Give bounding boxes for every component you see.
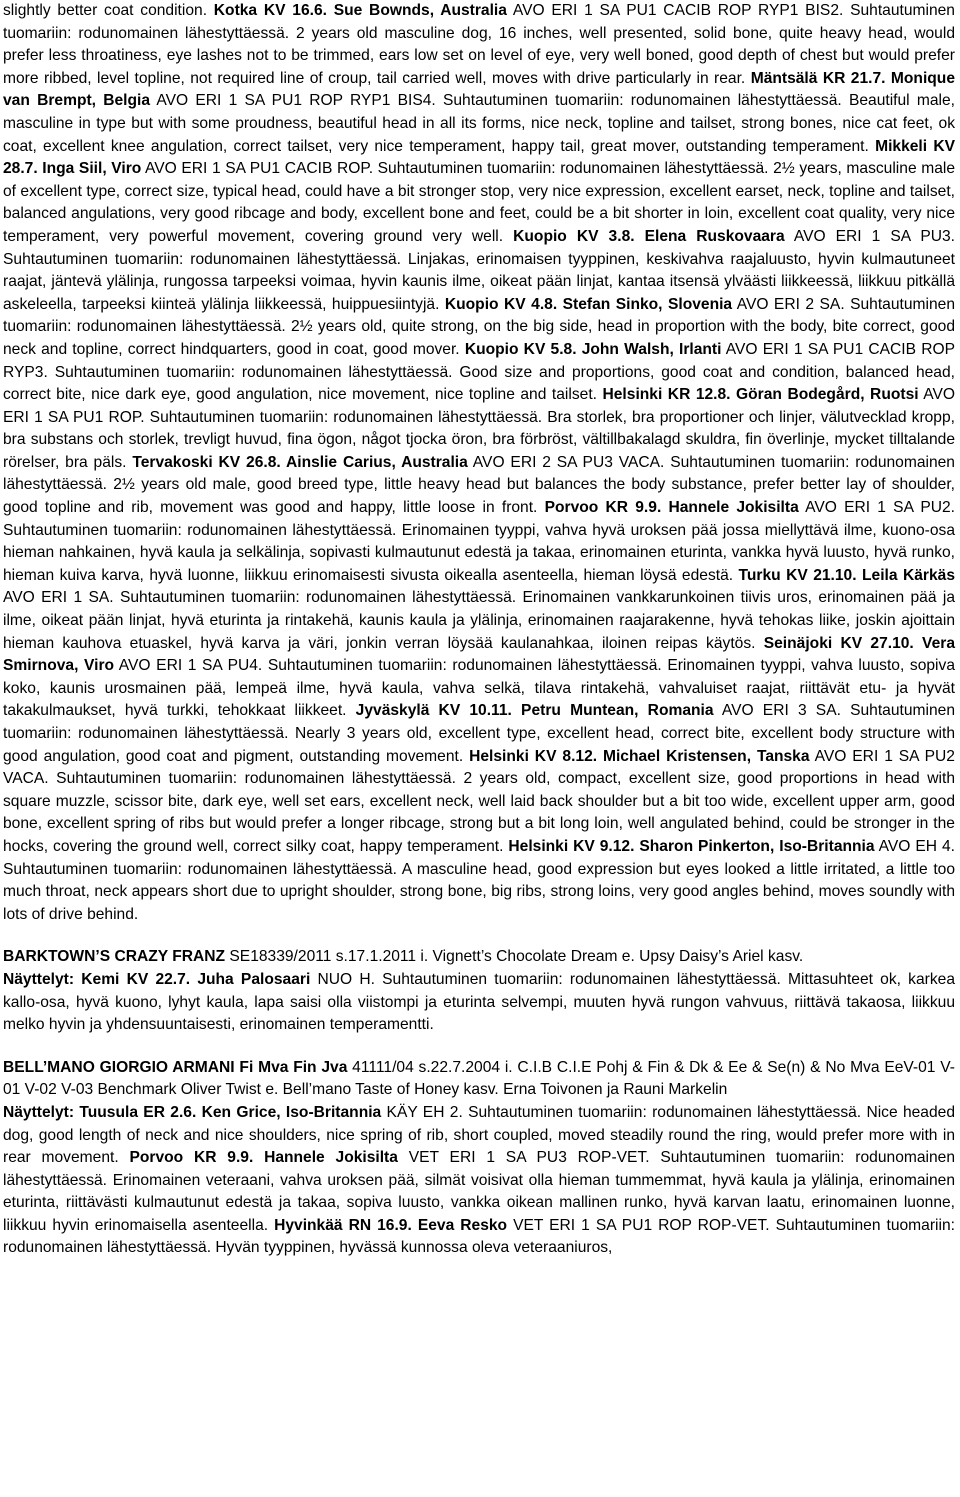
- bold-run: Seinäjoki KV 27.10. Vera Smirnova, Viro: [3, 634, 955, 675]
- text-run: VET ERI 1 SA PU3 ROP-VET. Suhtautuminen tuomariin: rodunomainen lähestyttäessä. Erinomainen veteraani, vahva uroksen pää, silmät voisivat olla hieman tummemmat, hyvä kaula ja ylälinja, erinomainen eturinta, riittävästi kulmautunut edestä ja takaa, sopiva luusto, vankka oikean mallinen runko, hyvä karvan laatu, erinomainen luonne, liikkuu hyvin erinomaisella asenteella.: [3, 1149, 956, 1234]
- text-run: AVO ERI 1 SA PU1 CACIB ROP RYP3. Suhtautuminen tuomariin: rodunomainen lähestyttäessä. Good size and proportions, good coat and condition, balanced head, correct bite, nice dark eye, good angulation, nice movement, nice topline and tailset.: [3, 340, 955, 404]
- text-run: AVO ERI 1 SA PU1 ROP RYP1 BIS4. Suhtautuminen tuomariin: rodunomainen lähestyttäessä. Beautiful male, masculine in type but with some proudness, beautiful head in all its forms, nice neck, topline and tailset, strong bones, nice cat feet, ok coat, excellent knee angulation, correct tailset, very nice temperament, happy tail, great mover, outstanding temperament.: [3, 92, 955, 155]
- text-run: AVO ERI 1 SA PU1 CACIB ROP. Suhtautuminen tuomariin: rodunomainen lähestyttäessä. 2½ years, masculine male of excellent type, correct size, typical head, could have a bit stronger stop, very nice expression, excellent earset, neck, topline and tailset, balanced angulations, very good ribcage and body, excellent bone and feet, could be a bit shorter in loin, excellent coat quality, very nice temperament, very powerful movement, covering ground very well.: [3, 160, 956, 245]
- text-run: KÄY EH 2. Suhtautuminen tuomariin: rodunomainen lähestyttäessä. Nice headed dog, good length of neck and nice shoulders, nice spring of rib, short coupled, moved steadily round the ring, would prefer more with in rear movement.: [3, 1103, 955, 1167]
- text-run: AVO ERI 1 SA PU1 CACIB ROP RYP1 BIS2. Suhtautuminen tuomariin: rodunomainen lähestyttäessä. 2 years old masculine dog, 16 inches, well presented, solid bone, quite heavy head, would prefer less throatiness, eye lashes not to be trimmed, ears low set on level of eye, very well boned, good depth of chest but would prefer more ribbed, level topline, not required line of croup, tail carried well, moves with drive particularly in rear.: [3, 2, 955, 87]
- bold-run: BARKTOWN’S CRAZY FRANZ: [3, 948, 226, 966]
- paragraph: [3, 969, 955, 1037]
- text-run: AVO ERI 2 SA PU3 VACA. Suhtautuminen tuomariin: rodunomainen lähestyttäessä. 2½ years old male, good breed type, little heavy head but balances the body substance, prefer better lay of shoulder, good topline and rib, movement was good and happy, little loose in front.: [3, 453, 955, 517]
- bold-run: Jyväskylä KV 10.11. Petru Muntean, Romania: [355, 702, 714, 720]
- bold-run: Tervakoski KV 26.8. Ainslie Carius, Australia: [132, 453, 468, 471]
- text-run: NUO H. Suhtautuminen tuomariin: rodunomainen lähestyttäessä. Mittasuhteet ok, karkea kallo-osa, hyvä kuono, lyhyt kaula, lapa saisi olla viistompi ja eturinta selvempi, muuten hyvä rungon vahvuus, riittävä takaosa, liikkuu melko hyvin ja yhdensuuntaisesti, erinomainen temperamentti.: [3, 970, 955, 1034]
- text-run: 41111/04 s.22.7.2004 i. C.I.B C.I.E Pohj & Fin & Dk & Ee & Se(n) & No Mva EeV-01 V-01 V-02 V-03 Benchmark Oliver Twist e. Bell’mano Taste of Honey kasv. Erna Toivonen ja Rauni Markelin: [3, 1058, 955, 1099]
- bold-run: Mäntsälä KR 21.7. Monique van Brempt, Belgia: [3, 69, 956, 110]
- text-run: AVO ERI 1 SA. Suhtautuminen tuomariin: rodunomainen lähestyttäessä. Erinomainen vankkarunkoinen tiivis uros, erinomainen pää ja ilme, oikeat pään linjat, hyvä eturinta ja rintakehä, kaunis kaula ja ylälinja, erinomainen raajarakenne, hyvä tehokas liike, joskin ajoittain hieman kauhova etuaskel, hyvä karva ja väri, jonkin verran löysää kaulanahkaa, iloinen reipas käytös.: [3, 589, 955, 652]
- bold-run: Mikkeli KV 28.7. Inga Siil, Viro: [3, 137, 955, 178]
- text-run: AVO ERI 1 SA PU3. Suhtautuminen tuomariin: rodunomainen lähestyttäessä. Linjakas, erinomaisen tyyppinen, keskivahva raajaluusto, hyvin kulmautuneet raajat, jäntevä ylälinja, rungossa tarpeeksi voimaa, hyvin kaunis ilme, oikeat pään linjat, kantaa itsensä ylväästi liikkeessä, liikkuu pitkällä askeleella, tarpeeksi kiinteä ylälinja liikkeessä, huippuesiintyjä.: [3, 227, 955, 313]
- bold-run: Kotka KV 16.6. Sue Bownds, Australia: [213, 2, 507, 19]
- paragraph: [3, 1057, 955, 1102]
- paragraph: [3, 1102, 955, 1260]
- bold-run: Kuopio KV 3.8. Elena Ruskovaara: [513, 227, 785, 245]
- text-run: AVO ERI 1 SA PU4. Suhtautuminen tuomariin: rodunomainen lähestyttäessä. Erinomainen tyyppi, vahva luusto, sopiva koko, kaunis urosmainen pää, lempeä ilme, hyvä kaula, vahva selkä, tilava rintakehä, vahvaluiset raajat, riittävät etu- ja hyvät takakulmaukset, hyvä turkki, tehokkaat liikkeet.: [3, 657, 955, 720]
- text-run: slightly better coat condition.: [3, 2, 214, 19]
- bold-run: Kuopio KV 5.8. John Walsh, Irlanti: [464, 340, 722, 358]
- text-run: AVO ERI 1 SA PU2 VACA. Suhtautuminen tuomariin: rodunomainen lähestyttäessä. 2 years old, compact, excellent size, good proportions in head with square muzzle, scissor bite, dark eye, well set ears, excellent neck, well laid back shoulder but a bit too wide, excellent upper arm, good bone, excellent spring of ribs but would prefer a longer ribcage, strong but a bit long loin, well angulated behind, could be stronger in the hocks, covering the ground well, correct silky coat, happy temperament.: [3, 747, 955, 855]
- bold-run: Näyttelyt: Tuusula ER 2.6. Ken Grice, Iso-Britannia: [3, 1103, 382, 1121]
- text-run: AVO EH 4. Suhtautuminen tuomariin: rodunomainen lähestyttäessä. A masculine head, good expression but eyes looked a little irritated, a little too much throat, neck appears short due to upright shoulder, strong bone, big ribs, strong loins, very good angles behind, moves soundly with lots of drive behind.: [3, 837, 955, 923]
- bold-run: Helsinki KV 9.12. Sharon Pinkerton, Iso-Britannia: [508, 837, 875, 855]
- bold-run: BELL’MANO GIORGIO ARMANI Fi Mva Fin Jva: [3, 1058, 348, 1076]
- text-run: AVO ERI 3 SA. Suhtautuminen tuomariin: rodunomainen lähestyttäessä. Nearly 3 years old, excellent type, excellent head, correct bite, excellent body structure with good angulation, good coat and pigment, outstanding movement.: [3, 702, 956, 765]
- text-run: AVO ERI 1 SA PU1 ROP. Suhtautuminen tuomariin: rodunomainen lähestyttäessä. Bra storlek, bra proportioner och linjer, välutvecklad kropp, bra substans och storlek, trevligt huvud, fina ögon, något tjocka öron, bra förbröst, vältillbakalagd skuldra, fin överlinje, mycket tilltalande rörelser, bra päls.: [3, 386, 955, 471]
- paragraph: [3, 0, 955, 926]
- bold-run: Porvoo KR 9.9. Hannele Jokisilta: [544, 499, 799, 517]
- bold-run: Kuopio KV 4.8. Stefan Sinko, Slovenia: [444, 295, 733, 313]
- bold-run: Helsinki KR 12.8. Göran Bodegård, Ruotsi: [602, 386, 919, 404]
- text-run: AVO ERI 1 SA PU2. Suhtautuminen tuomariin: rodunomainen lähestyttäessä. Erinomainen tyyppi, vahva hyvä uroksen pää jossa miellyttävä ilme, kuono-osa hieman nahkainen, hyvä kaula ja selkälinja, sopivasti kulmautunut edestä ja takaa, erinomainen eturinta, vankka hyvä luusto, hyvä runko, hieman kuiva karva, hyvä luonne, liikkuu erinomaisesti sivusta oikealla asenteella, hieman löysä edestä.: [3, 499, 955, 584]
- bold-run: Näyttelyt: Kemi KV 22.7. Juha Palosaari: [3, 970, 311, 988]
- bold-run: Hyvinkää RN 16.9. Eeva Resko: [274, 1216, 508, 1234]
- bold-run: Turku KV 21.10. Leila Kärkäs: [738, 566, 955, 584]
- paragraph: [3, 946, 955, 969]
- text-run: AVO ERI 2 SA. Suhtautuminen tuomariin: rodunomainen lähestyttäessä. 2½ years old, quite strong, on the big side, head in proportion with the body, bite correct, good neck and topline, correct hindquarters, good in coat, good mover.: [3, 295, 956, 358]
- text-run: VET ERI 1 SA PU1 ROP ROP-VET. Suhtautuminen tuomariin: rodunomainen lähestyttäessä. Hyvän tyyppinen, hyvässä kunnossa oleva veteraaniuros,: [3, 1216, 955, 1257]
- bold-run: Porvoo KR 9.9. Hannele Jokisilta: [129, 1149, 398, 1167]
- bold-run: Helsinki KV 8.12. Michael Kristensen, Tanska: [469, 747, 810, 765]
- text-run: SE18339/2011 s.17.1.2011 i. Vignett’s Chocolate Dream e. Upsy Daisy’s Ariel kasv.: [225, 948, 804, 966]
